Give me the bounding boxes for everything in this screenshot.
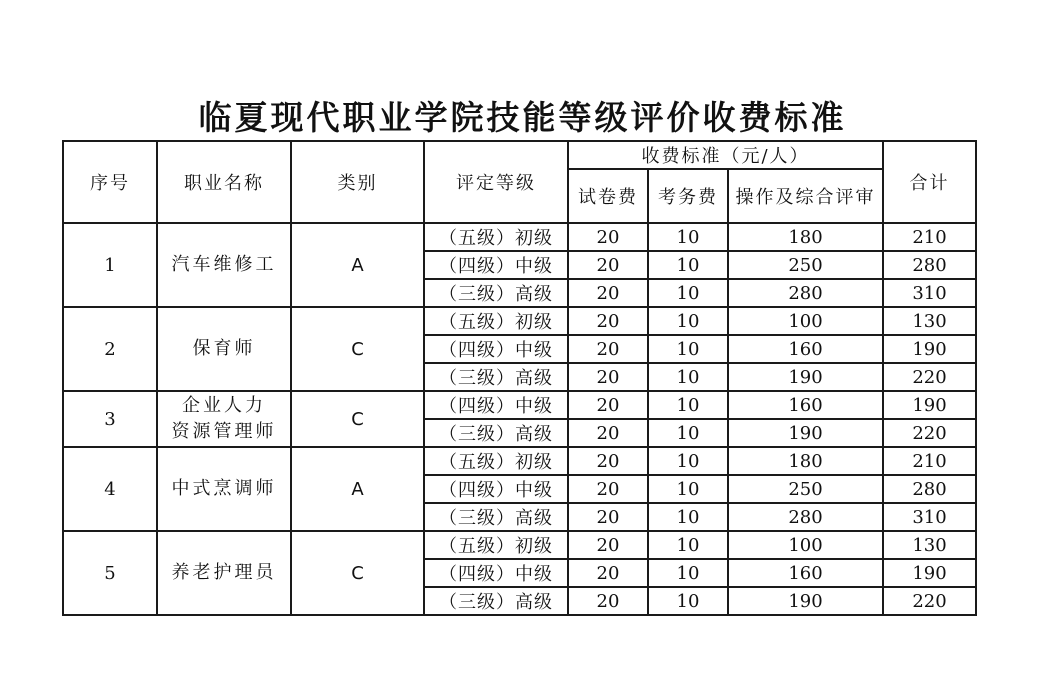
exam-paper-fee: 20 [568,307,648,335]
exam-service-fee: 10 [648,307,728,335]
exam-paper-fee: 20 [568,363,648,391]
exam-paper-fee: 20 [568,531,648,559]
occupation-name [157,447,291,531]
total-fee: 130 [883,307,976,335]
table-row [63,391,976,419]
category: A [291,223,424,307]
category: C [291,391,424,447]
exam-paper-fee: 20 [568,391,648,419]
exam-paper-fee: 20 [568,475,648,503]
exam-paper-fee: 20 [568,559,648,587]
total-fee: 220 [883,587,976,615]
exam-service-fee: 10 [648,447,728,475]
exam-service-fee: 10 [648,223,728,251]
operation-review-fee: 190 [728,419,883,447]
total-fee: 220 [883,363,976,391]
grade-level: （四级）中级 [424,475,568,503]
exam-service-fee: 10 [648,503,728,531]
header-category: 类别 [291,141,424,223]
exam-paper-fee: 20 [568,335,648,363]
total-fee: 220 [883,419,976,447]
header-fee-group: 收费标准（元/人） [568,141,883,169]
operation-review-fee: 280 [728,503,883,531]
exam-service-fee: 10 [648,531,728,559]
grade-level: （四级）中级 [424,559,568,587]
total-fee: 310 [883,279,976,307]
operation-review-fee: 100 [728,531,883,559]
row-number: 5 [63,531,157,615]
header-grade: 评定等级 [424,141,568,223]
occupation-name-line: 汽车维修工 [171,254,277,275]
exam-service-fee: 10 [648,475,728,503]
row-number: 3 [63,391,157,447]
grade-level: （三级）高级 [424,363,568,391]
grade-level: （五级）初级 [424,307,568,335]
total-fee: 190 [883,335,976,363]
exam-paper-fee: 20 [568,587,648,615]
exam-paper-fee: 20 [568,447,648,475]
occupation-name [157,531,291,615]
exam-service-fee: 10 [648,391,728,419]
occupation-name [157,307,291,391]
occupation-name-line: 保育师 [192,338,256,359]
row-number: 4 [63,447,157,531]
total-fee: 210 [883,447,976,475]
operation-review-fee: 160 [728,559,883,587]
operation-review-fee: 280 [728,279,883,307]
table-row [63,531,976,559]
exam-paper-fee: 20 [568,223,648,251]
header-occupation: 职业名称 [157,141,291,223]
category: C [291,531,424,615]
grade-level: （四级）中级 [424,251,568,279]
occupation-name-line: 资源管理师 [171,421,277,442]
header-operation-review-fee: 操作及综合评审 [728,169,883,223]
exam-service-fee: 10 [648,279,728,307]
exam-service-fee: 10 [648,251,728,279]
exam-paper-fee: 20 [568,419,648,447]
document-title: 临夏现代职业学院技能等级评价收费标准 [198,98,847,137]
total-fee: 310 [883,503,976,531]
exam-paper-fee: 20 [568,503,648,531]
grade-level: （五级）初级 [424,223,568,251]
total-fee: 280 [883,251,976,279]
table-row [63,447,976,475]
row-number: 2 [63,307,157,391]
exam-service-fee: 10 [648,419,728,447]
fee-table-body [63,223,976,615]
grade-level: （三级）高级 [424,419,568,447]
occupation-name [157,223,291,307]
header-exam-service-fee: 考务费 [648,169,728,223]
occupation-name-line: 企业人力 [182,395,266,416]
operation-review-fee: 180 [728,447,883,475]
occupation-name-line: 中式烹调师 [171,478,277,499]
occupation-name [157,391,291,447]
grade-level: （三级）高级 [424,587,568,615]
table-row [63,307,976,335]
total-fee: 190 [883,559,976,587]
grade-level: （五级）初级 [424,531,568,559]
grade-level: （三级）高级 [424,503,568,531]
grade-level: （三级）高级 [424,279,568,307]
exam-paper-fee: 20 [568,279,648,307]
table-row [63,223,976,251]
row-number: 1 [63,223,157,307]
total-fee: 280 [883,475,976,503]
grade-level: （四级）中级 [424,391,568,419]
total-fee: 210 [883,223,976,251]
occupation-name-line: 养老护理员 [171,562,277,583]
fee-standard-table [62,140,977,616]
operation-review-fee: 190 [728,363,883,391]
grade-level: （五级）初级 [424,447,568,475]
operation-review-fee: 160 [728,335,883,363]
operation-review-fee: 250 [728,475,883,503]
exam-paper-fee: 20 [568,251,648,279]
exam-service-fee: 10 [648,335,728,363]
operation-review-fee: 100 [728,307,883,335]
exam-service-fee: 10 [648,587,728,615]
total-fee: 190 [883,391,976,419]
exam-service-fee: 10 [648,559,728,587]
operation-review-fee: 180 [728,223,883,251]
operation-review-fee: 250 [728,251,883,279]
operation-review-fee: 160 [728,391,883,419]
category: A [291,447,424,531]
header-total: 合计 [883,141,976,223]
operation-review-fee: 190 [728,587,883,615]
grade-level: （四级）中级 [424,335,568,363]
header-exam-paper-fee: 试卷费 [568,169,648,223]
exam-service-fee: 10 [648,363,728,391]
total-fee: 130 [883,531,976,559]
header-no: 序号 [63,141,157,223]
category: C [291,307,424,391]
